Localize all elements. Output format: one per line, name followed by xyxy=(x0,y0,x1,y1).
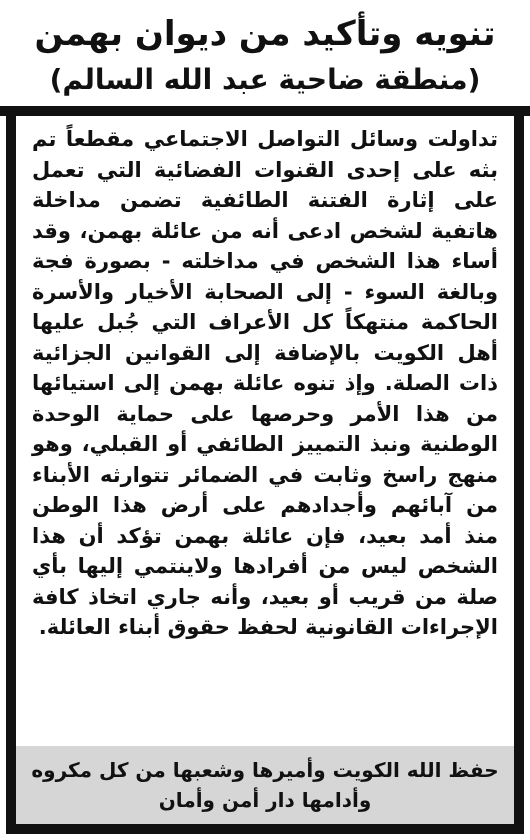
notice-body-text: تداولت وسائل التواصل الاجتماعي مقطعاً تم بثه على إحدى القنوات الفضائية التي تعمل على إثارة الفتنة الطائفية تضمن مداخلة هاتفية لشخص ادعى أنه من عائلة بهمن، وقد أساء هذا الشخص في مداخلته - بصورة فجة وبالغة السوء - إلى الصحابة الأخيار والأسرة الحاكمة منتهكاً كل الأعراف التي جُبل عليها أهل الكويت بالإضافة إلى القوانين الجزائية ذات الصلة. وإذ تنوه عائلة بهمن إلى استيائها من هذا الأمر وحرصها على حماية الوحدة الوطنية ونبذ التمييز الطائفي أو القبلي، وهو منهج راسخ وثابت في الضمائر تتوارثه الأبناء من آبائهم وأجدادهم على أرض هذا الوطن منذ أمد بعيد، فإن عائلة بهمن تؤكد أن هذا الشخص ليس من أفرادها ولاينتمي إليها بأي صلة من قريب أو بعيد، وأنه جاري اتخاذ كافة الإجراءات القانونية لحفظ حقوق أبناء العائلة. xyxy=(32,127,498,639)
notice-body-frame xyxy=(6,116,524,834)
notice-header xyxy=(0,0,530,116)
footer-line-1: حفظ الله الكويت وأميرها وشعبها من كل مكروه xyxy=(31,758,499,782)
notice-footer xyxy=(16,746,514,824)
footer-line-2: وأدامها دار أمن وأمان xyxy=(158,788,372,812)
notice-subtitle: (منطقة ضاحية عبد الله السالم) xyxy=(49,63,481,96)
notice-title: تنويه وتأكيد من ديوان بهمن xyxy=(34,14,496,54)
